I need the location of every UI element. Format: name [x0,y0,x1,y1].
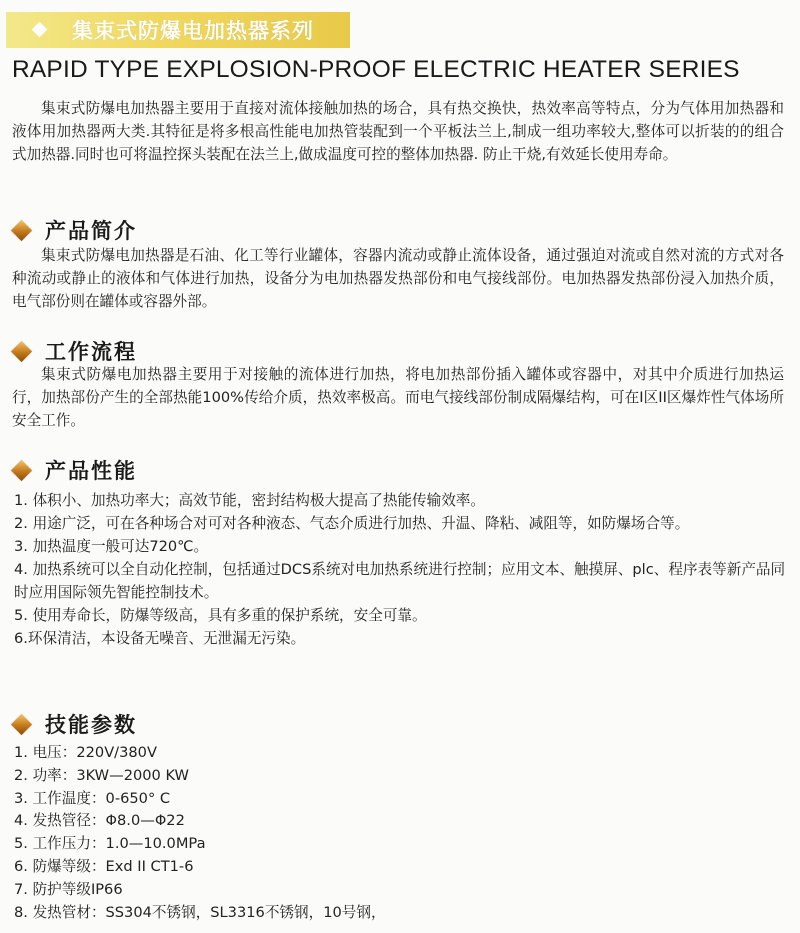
list-item: 4. 加热系统可以全自动化控制，包括通过DCS系统对电加热系统进行控制；应用文本、触摸屏、plc、程序表等新产品同时应用国际领先智能控制技术。 [14,561,786,601]
list-item: 6.环保清洁，本设备无噪音、无泄漏无污染。 [14,630,306,647]
workflow-paragraph: 集束式防爆电加热器主要用于对接触的流体进行加热，将电加热部份插入罐体或容器中，对其中介质进行加热运行，加热部份产生的全部热能100%传给介质，热效率极高。而电气接线部份制成隔爆结构，可在I区II区爆炸性气体场所安全工作。 [12,366,784,429]
section-heading-technical-parameters [10,709,137,739]
list-item: 4. 发热管径：Φ8.0—Φ22 [14,812,185,830]
diamond-bullet-icon [11,459,32,480]
list-item: 5. 工作压力：1.0—10.0MPa [14,835,206,853]
diamond-icon [32,22,48,38]
section-heading-workflow [10,336,137,366]
product-intro-paragraph: 集束式防爆电加热器是石油、化工等行业罐体，容器内流动或静止流体设备，通过强迫对流或自然对流的方式对各种流动或静止的液体和气体进行加热，设备分为电加热器发热部份和电气接线部份。电加热器发热部份浸入加热介质，电气部份则在罐体或容器外部。 [12,247,784,310]
intro-paragraph: 集束式防爆电加热器主要用于直接对流体接触加热的场合，具有热交换快，热效率高等特点，分为气体用加热器和液体用加热器两大类.其特征是将多根高性能电加热管装配到一个平板法兰上,制成一组功率较大,整体可以折装的的组合式加热器.同时也可将温控探头装配在法兰上,做成温度可控的整体加热器. 防止干烧,有效延长使用寿命。 [12,100,784,163]
diamond-bullet-icon [11,713,32,734]
list-item: 3. 工作温度：0-650° C [14,789,171,807]
technical-parameters-list [14,742,786,924]
list-item: 2. 功率：3KW—2000 KW [14,766,189,784]
series-title-cn: 集束式防爆电加热器系列 [72,19,314,43]
performance-list [14,489,786,650]
section-title: 产品性能 [45,459,137,483]
section-title: 产品简介 [45,219,137,243]
list-item: 8. 发热管材：SS304不锈钢，SL3316不锈钢，10号钢， [14,903,386,921]
list-item: 2. 用途广泛，可在各种场合对可对各种液态、气态介质进行加热、升温、降粘、减阻等，如防爆场合等。 [14,515,690,532]
section-title: 技能参数 [45,713,137,737]
list-item: 1. 体积小、加热功率大；高效节能，密封结构极大提高了热能传输效率。 [14,492,485,509]
list-item: 5. 使用寿命长，防爆等级高，具有多重的保护系统，安全可靠。 [14,607,427,624]
diamond-bullet-icon [11,340,32,361]
list-item: 6. 防爆等级：Exd II CT1-6 [14,857,194,875]
series-title-en: RAPID TYPE EXPLOSION-PROOF ELECTRIC HEATER SERIES [12,56,740,83]
list-item: 3. 加热温度一般可达720℃。 [14,538,209,555]
list-item: 1. 电压：220V/380V [14,744,157,761]
section-title: 工作流程 [45,340,137,364]
list-item: 7. 防护等级IP66 [14,880,123,898]
section-heading-performance [10,455,137,485]
section-heading-product-intro [10,215,137,245]
diamond-bullet-icon [11,219,32,240]
series-title-banner [6,12,350,48]
